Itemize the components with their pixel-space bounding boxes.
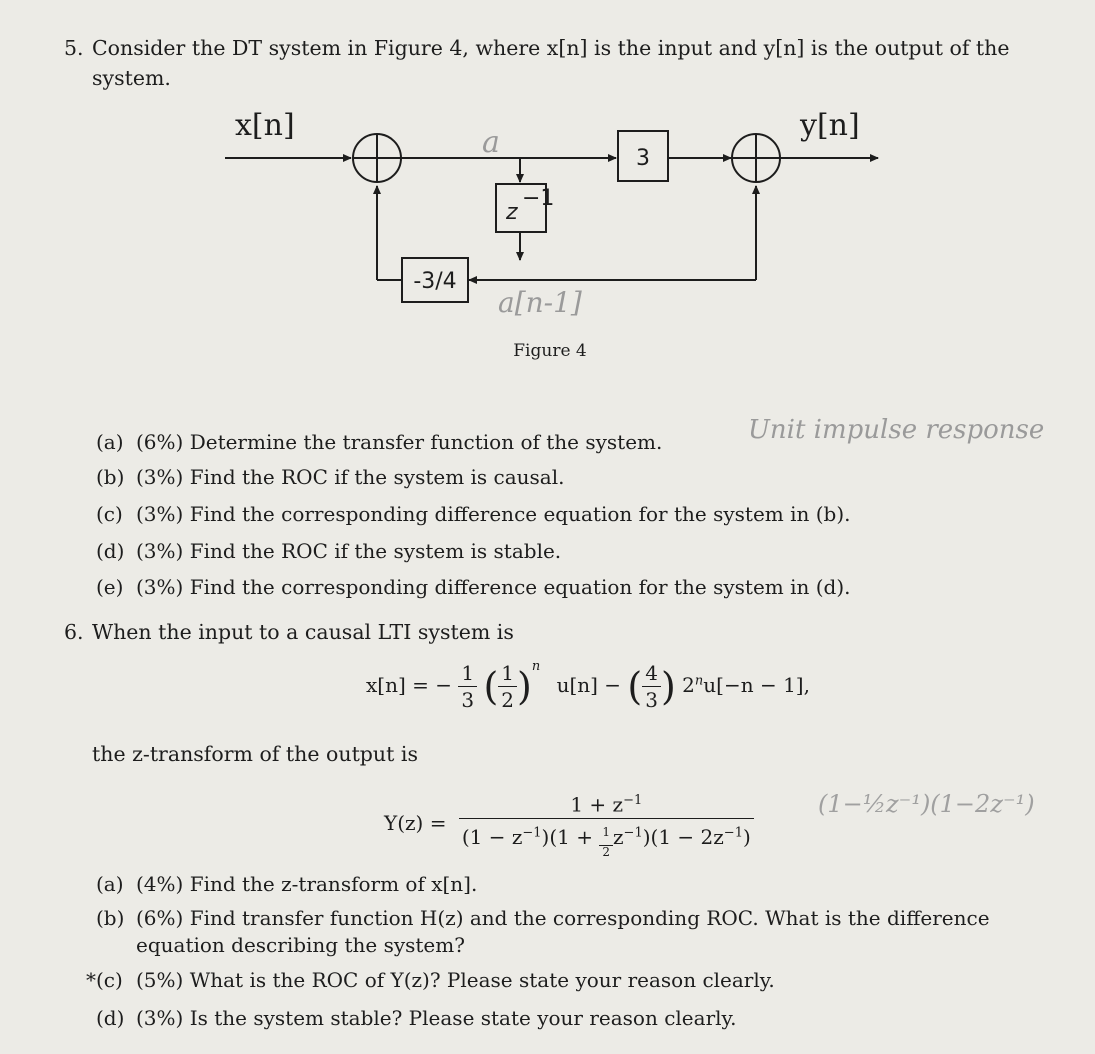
- den-part-e: ): [742, 824, 751, 849]
- item-text: (3%) Find the corresponding difference equation for the system in (b).: [136, 502, 851, 526]
- half-num: 1: [599, 819, 613, 846]
- item-label: (d): [96, 539, 125, 563]
- figure-caption: Figure 4: [513, 341, 587, 361]
- frac-numerator: 1: [498, 660, 517, 687]
- problem-6-statement: [64, 620, 514, 644]
- eq-tail-exponent: n: [694, 673, 704, 689]
- output-transform-equation: [384, 788, 754, 858]
- item-label: (e): [96, 575, 124, 599]
- fraction-one-half: [498, 660, 517, 713]
- feedback-gain-value: -3/4: [413, 269, 457, 294]
- item-text: (5%) What is the ROC of Y(z)? Please state your reason clearly.: [136, 968, 775, 992]
- q5-item-e: [96, 574, 851, 600]
- handwritten-a-delayed: a[n-1]: [498, 286, 582, 319]
- output-label: y[n]: [800, 108, 860, 143]
- frac-numerator: [459, 788, 754, 819]
- frac-denominator: [459, 819, 754, 858]
- numerator-text: 1 + z: [570, 792, 624, 817]
- item-text: (3%) Find the ROC if the system is causal.: [136, 465, 565, 489]
- summing-junction-2: [732, 134, 780, 182]
- item-text: equation describing the system?: [136, 933, 465, 957]
- item-label: (a): [96, 430, 124, 454]
- item-label: (b): [96, 906, 125, 930]
- half-fraction: [599, 819, 613, 858]
- handwritten-factors: (1−½z⁻¹)(1−2z⁻¹): [818, 790, 1035, 818]
- item-label: *(c): [86, 968, 123, 992]
- delay-symbol: z: [506, 200, 518, 225]
- item-text: (6%) Determine the transfer function of the system.: [136, 430, 663, 454]
- item-text: (3%) Is the system stable? Please state your reason clearly.: [136, 1006, 737, 1030]
- q6-item-b: [96, 905, 990, 931]
- item-text: (6%) Find transfer function H(z) and the corresponding ROC. What is the difference: [136, 906, 990, 930]
- item-text: (4%) Find the z-transform of x[n].: [136, 872, 478, 896]
- q6-item-d: [96, 1005, 737, 1031]
- den-exp-3: −1: [723, 825, 743, 840]
- delay-exponent: −1: [522, 186, 555, 211]
- q6-item-b-cont: [96, 932, 465, 958]
- eq-tail-rest: u[−n − 1],: [703, 673, 810, 697]
- den-part-a: (1 − z: [461, 824, 523, 849]
- delay-block: [496, 184, 554, 232]
- gain-value: 3: [636, 146, 650, 171]
- frac-denominator: 3: [461, 688, 475, 712]
- input-signal-equation: x[n] = − $\frac{1}{3}$ ( $\frac{1}{2}$ )$^n$ u[n] − ( $\frac{4}{3}$ ) $2^nu[-n - 1]$,: [366, 659, 810, 712]
- eq-lhs: x[n] = −: [366, 673, 452, 697]
- frac-numerator: 1: [458, 660, 477, 687]
- problem-text-line2: system.: [92, 66, 171, 90]
- q5-item-d: [96, 538, 561, 564]
- handwritten-note-impulse: Unit impulse response: [748, 415, 1045, 445]
- eq-lhs: Y(z) =: [384, 810, 447, 835]
- fraction-one-third: [458, 660, 477, 713]
- summing-junction-1: [353, 134, 401, 182]
- handwritten-a: a: [482, 125, 500, 160]
- q5-item-c: [96, 501, 851, 527]
- q5-item-a: [96, 429, 662, 455]
- frac-denominator: 3: [645, 688, 658, 712]
- q6-item-c: [86, 967, 775, 993]
- q6-item-a: [96, 871, 477, 897]
- exponent-n: n: [531, 659, 541, 675]
- problem-text: When the input to a causal LTI system is: [92, 620, 514, 644]
- problem-text-line1: Consider the DT system in Figure 4, where x[n] is the input and y[n] is the output of the: [92, 36, 1010, 60]
- item-text: (3%) Find the corresponding difference equation for the system in (d).: [136, 575, 851, 599]
- eq-tail-base: 2: [682, 673, 695, 697]
- feedback-gain-block: [402, 258, 468, 302]
- fraction-four-thirds: [642, 660, 661, 713]
- transfer-fraction: [459, 788, 754, 858]
- q5-item-b: [96, 464, 565, 490]
- input-label: x[n]: [235, 108, 295, 143]
- numerator-exp: −1: [623, 793, 643, 808]
- den-exp-1: −1: [522, 825, 542, 840]
- item-label: (d): [96, 1006, 125, 1030]
- den-exp-2: −1: [623, 825, 643, 840]
- item-text: (3%) Find the ROC if the system is stable.: [136, 539, 562, 563]
- den-part-c: z: [613, 824, 624, 849]
- eq-middle: u[n] −: [556, 673, 622, 697]
- item-label: (c): [96, 502, 123, 526]
- frac-denominator: 2: [501, 688, 515, 712]
- item-label: (a): [96, 872, 124, 896]
- den-part-b: )(1 +: [541, 824, 600, 849]
- output-transform-intro: the z-transform of the output is: [92, 742, 418, 766]
- half-den: 2: [602, 844, 610, 859]
- frac-numerator: 4: [642, 660, 661, 687]
- item-label: (b): [96, 465, 125, 489]
- problem-number: 6.: [64, 620, 84, 644]
- gain-block: [618, 131, 668, 181]
- problem-number: 5.: [64, 36, 84, 60]
- den-part-d: )(1 − 2z: [642, 824, 724, 849]
